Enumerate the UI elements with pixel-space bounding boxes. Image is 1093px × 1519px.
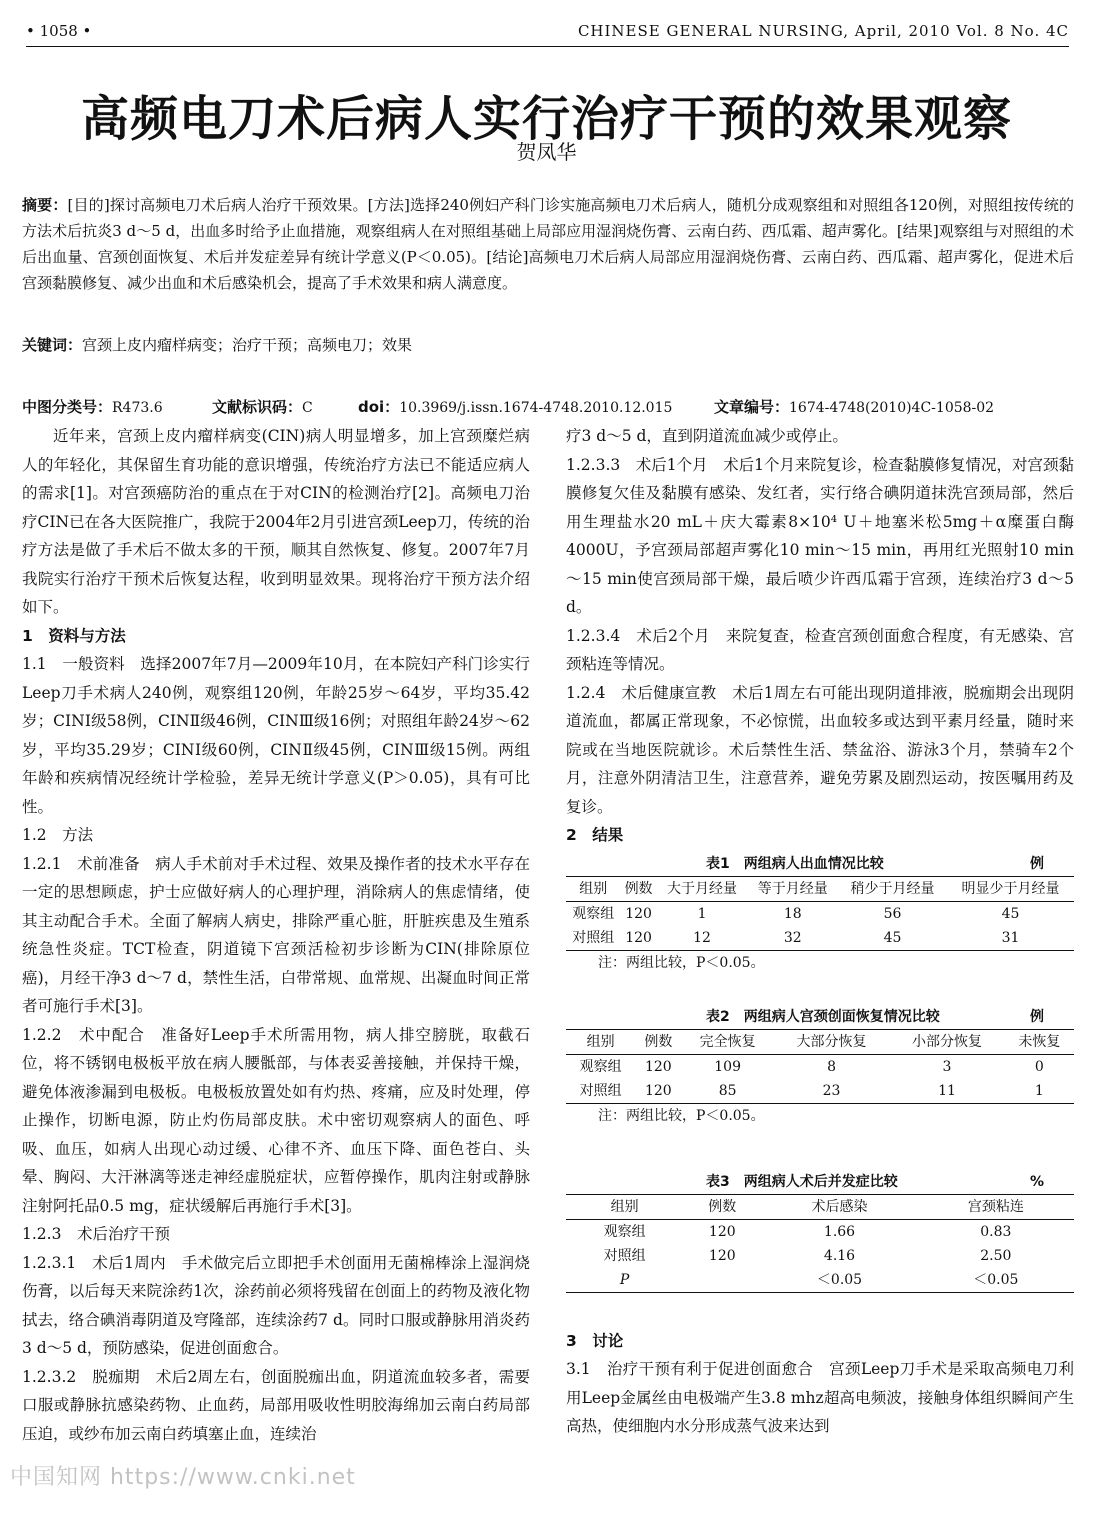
table-cell: 对照组 [566, 1079, 635, 1104]
section-3-heading: 3 讨论 [566, 1331, 624, 1350]
table-2-header: 未恢复 [1005, 1029, 1074, 1054]
table-cell: 120 [625, 905, 652, 922]
abstract [22, 192, 1074, 296]
paragraph-1-2-3-3: 1.2.3.3 术后1个月 术后1个月来院复诊，检查黏膜修复情况，对宫颈黏膜修复欠佳及黏膜有感染、发红者，实行络合碘阴道抹洗宫颈局部，然后用生理盐水20 mL＋庆大霉素8×10⁴ U＋地塞米松5mg＋α糜蛋白酶4000U，予宫颈局部超声雾化10 min～15 min，再用红光照射10 min～15 min使宫颈局部干燥，最后喷少许西瓜霜于宫颈，连续治疗3 d～5 d。 [566, 455, 1074, 616]
heading-1-2: 1.2 方法 [22, 826, 94, 844]
left-column [22, 422, 530, 1448]
table-cell: 对照组 [566, 926, 620, 951]
article-label: 文章编号： [714, 398, 790, 416]
table-cell: 120 [644, 1058, 672, 1075]
paragraph-1-2-1: 1.2.1 术前准备 病人手术前对手术过程、效果及操作者的技术水平存在一定的思想顾虑，护士应做好病人的心理护理，消除病人的焦虑情绪，使其主动配合手术。全面了解病人病史，排除严重心脏，肝脏疾患及生殖系统急性炎症。TCT检查，阴道镜下宫颈活检初步诊断为CIN(排除原位癌)，月经干净3 d～7 d，禁性生活，白带常规、血常规、出凝血时间正常者可施行手术[3]。 [22, 854, 530, 1015]
doi-label: doi： [358, 398, 400, 416]
paragraph-1-2-3-1: 1.2.3.1 术后1周内 手术做完后立即把手术创面用无菌棉棒涂上湿润烧伤膏，以后每天来院涂药1次，涂药前必须将残留在创面上的药物及液化物拭去，络合碘消毒阴道及穹隆部，连续涂药7 d。同时口服或静脉用消炎药3 d～5 d，预防感染，促进创面愈合。 [22, 1253, 530, 1357]
table-3-caption [566, 1170, 1074, 1194]
table-2-note: 注：两组比较，P＜0.05。 [598, 1107, 765, 1124]
table-cell: 120 [635, 1079, 681, 1104]
journal-info: CHINESE GENERAL NURSING, April, 2010 Vol. 8 No. 4C [577, 22, 1069, 40]
table-3-header: 例数 [683, 1194, 761, 1219]
abstract-label: 摘要： [22, 196, 68, 214]
table-cell [683, 1268, 761, 1293]
table-1-title: 表1 两组病人出血情况比较 [706, 855, 884, 872]
intro-paragraph: 近年来，宫颈上皮内瘤样病变(CIN)病人明显增多，加上宫颈糜烂病人的年轻化，其保留生育功能的意识增强，传统治疗方法已不能适应病人的需求[1]。对宫颈癌防治的重点在于对CIN的检测治疗[2]。高频电刀治疗CIN已在各大医院推广，我院于2004年2月引进宫颈Leep刀，传统的治疗方法是做了手术后不做太多的干预，顺其自然恢复、修复。2007年7月我院实行治疗干预术后恢复达程，收到明显效果。现将治疗干预方法介绍如下。 [22, 427, 530, 616]
clc-label: 中图分类号： [22, 398, 113, 416]
paragraph-1-2-2: 1.2.2 术中配合 准备好Leep手术所需用物，病人排空膀胱，取截石位，将不锈钢电极板平放在病人腰骶部，与体表妥善接触，并保持干燥，避免体液渗漏到电极板。电极板放置处如有灼热、疼痛，应及时处理，停止操作，切断电源，防止灼伤局部皮肤。术中密切观察病人的面色、呼吸、血压，如病人出现心动过缓、心律不齐、血压下降、面色苍白、头晕、胸闷、大汗淋漓等迷走神经虚脱症状，应暂停操作，肌肉注射或静脉注射阿托品0.5 mg，症状缓解后再施行手术[3]。 [22, 1025, 530, 1215]
table-1-header: 例数 [620, 876, 656, 901]
keywords-text: 宫颈上皮内瘤样病变；治疗干预；高频电刀；效果 [82, 336, 413, 354]
doi [358, 396, 672, 417]
table-cell: 观察组 [603, 1223, 646, 1240]
table-3-header: 组别 [566, 1194, 683, 1219]
abstract-text: [目的]探讨高频电刀术后病人治疗干预效果。[方法]选择240例妇产科门诊实施高频电刀术后病人，随机分成观察组和对照组各120例，对照组按传统的方法术后抗炎3 d～5 d，出血多时给予止血措施，观察组病人在对照组基础上局部应用湿润烧伤膏、云南白药、西瓜霜、超声雾化。[结果]观察组与对照组的术后出血量、宫颈创面恢复、术后并发症差异有统计学意义(P＜0.05)。[结论]高频电刀术后病人局部应用湿润烧伤膏、云南白药、西瓜霜、超声雾化，促进术后宫颈黏膜修复、减少出血和术后感染机会，提高了手术效果和病人满意度。 [22, 196, 1074, 292]
table-1-header: 大于月经量 [657, 876, 748, 901]
table-cell: 56 [883, 905, 902, 922]
table-1-unit: 例 [1030, 855, 1044, 872]
table-row [566, 1244, 1074, 1268]
section-2-heading: 2 结果 [566, 826, 624, 844]
table-cell: 11 [889, 1079, 1004, 1104]
table-2-unit: 例 [1030, 1008, 1044, 1025]
table-cell: ＜0.05 [761, 1268, 917, 1293]
table-1-note: 注：两组比较，P＜0.05。 [598, 954, 765, 971]
table-1 [566, 852, 1074, 975]
table-cell: 观察组 [572, 905, 615, 922]
doc-label: 文献标识码： [212, 398, 303, 416]
table-1-header: 明显少于月经量 [947, 876, 1074, 901]
table-row [566, 901, 1074, 926]
paragraph-3-1: 3.1 治疗干预有利于促进创面愈合 宫颈Leep刀手术是采取高频电刀利用Leep金属丝由电极端产生3.8 mhz超高电频波，接触身体组织瞬间产生高热，使细胞内水分形成蒸气波来达到 [566, 1360, 1074, 1435]
table-cell: P [566, 1268, 683, 1293]
table-cell: 8 [827, 1058, 836, 1075]
table-cell: 4.16 [823, 1247, 856, 1264]
table-cell: 45 [1001, 905, 1020, 922]
table-row [566, 926, 1074, 951]
table-cell: ＜0.05 [918, 1268, 1074, 1293]
table-cell: 23 [774, 1079, 889, 1104]
page-number: • 1058 • [26, 22, 92, 40]
table-cell: 0.83 [980, 1223, 1012, 1240]
paragraph-1-2-4: 1.2.4 术后健康宣教 术后1周左右可能出现阴道排液，脱痂期会出现阴道流血，都属正常现象，不必惊慌，出血较多或达到平素月经量，随时来院或在当地医院就诊。术后禁性生活、禁盆浴、游泳3个月，禁骑车2个月，注意外阴清洁卫生，注意营养，避免劳累及剧烈运动，按医嘱用药及复诊。 [566, 683, 1074, 816]
doc-value: C [302, 400, 313, 416]
table-cell: 2.50 [980, 1247, 1012, 1264]
clc-code [22, 396, 163, 417]
cnki-watermark: 中国知网 https://www.cnki.net [10, 1465, 356, 1490]
keywords [22, 334, 1074, 355]
table-cell: 12 [657, 926, 748, 951]
table-cell: 85 [681, 1079, 773, 1104]
table-cell: 32 [747, 926, 838, 951]
paragraph-1-2-3-4: 1.2.3.4 术后2个月 来院复查，检查宫颈创面愈合程度，有无感染、宫颈粘连等情况。 [566, 626, 1074, 673]
table-3-title: 表3 两组病人术后并发症比较 [706, 1173, 898, 1190]
running-header [26, 18, 1069, 46]
table-cell: 109 [714, 1058, 741, 1075]
table-2-header: 完全恢复 [681, 1029, 773, 1054]
table-cell: 120 [620, 926, 656, 951]
table-2-header: 例数 [635, 1029, 681, 1054]
table-row [566, 1054, 1074, 1079]
table-cell: 观察组 [579, 1058, 622, 1075]
table-2-header: 大部分恢复 [774, 1029, 889, 1054]
table-cell: 31 [947, 926, 1074, 951]
table-cell: 1 [1005, 1079, 1074, 1104]
table-1-header: 稍少于月经量 [838, 876, 947, 901]
article-value: 1674-4748(2010)4C-1058-02 [789, 400, 995, 416]
table-row [566, 1079, 1074, 1104]
table-cell: 3 [942, 1058, 952, 1075]
table-cell: 1.66 [823, 1223, 856, 1240]
paper-title: 高频电刀术后病人实行治疗干预的效果观察 [80, 91, 1012, 147]
doc-code [212, 396, 313, 417]
table-2-title: 表2 两组病人宫颈创面恢复情况比较 [706, 1008, 940, 1025]
table-cell: 18 [783, 905, 802, 922]
doi-value: 10.3969/j.issn.1674-4748.2010.12.015 [399, 400, 673, 416]
table-2-header: 组别 [566, 1029, 635, 1054]
table-3 [566, 1170, 1074, 1293]
keywords-label: 关键词： [22, 336, 83, 354]
article-number [714, 396, 994, 417]
continued-text: 疗3 d～5 d，直到阴道流血减少或停止。 [566, 427, 848, 445]
table-cell: 120 [708, 1223, 736, 1240]
table-3-unit: % [1029, 1173, 1044, 1190]
paragraph-1-1: 1.1 一般资料 选择2007年7月—2009年10月，在本院妇产科门诊实行Leep刀手术病人240例，观察组120例，年龄25岁～64岁，平均35.42岁；CINⅠ级58例，CINⅡ级46例，CINⅢ级16例；对照组年龄24岁～62岁，平均35.29岁；CINⅠ级60例，CINⅡ级45例，CINⅢ级15例。两组年龄和疾病情况经统计学检验，差异无统计学意义(P＞0.05)，具有可比性。 [22, 655, 530, 816]
table-cell: 1 [697, 905, 707, 922]
table-3-header: 术后感染 [761, 1194, 917, 1219]
heading-1-2-3: 1.2.3 术后治疗干预 [22, 1225, 170, 1243]
right-column [566, 422, 1074, 1441]
table-1-header: 等于月经量 [747, 876, 838, 901]
table-row [566, 1268, 1074, 1293]
table-1-caption [566, 852, 1074, 876]
section-1-heading: 1 资料与方法 [22, 626, 126, 645]
table-cell: 120 [708, 1247, 736, 1264]
paper-author: 贺凤华 [516, 140, 577, 164]
table-cell: 对照组 [603, 1247, 646, 1264]
clc-value: R473.6 [112, 400, 163, 416]
paragraph-1-2-3-2: 1.2.3.2 脱痂期 术后2周左右，创面脱痂出血，阴道流血较多者，需要口服或静脉抗感染药物、止血药，局部用吸收性明胶海绵加云南白药局部压迫，或纱布加云南白药填塞止血，连续治 [22, 1367, 530, 1443]
header-rule [26, 46, 1069, 47]
table-3-header: 宫颈粘连 [918, 1194, 1074, 1219]
table-1-header: 组别 [566, 876, 620, 901]
table-cell: 0 [1034, 1058, 1044, 1075]
table-cell: 45 [838, 926, 947, 951]
table-2-caption [566, 1005, 1074, 1029]
table-row [566, 1219, 1074, 1244]
table-2-header: 小部分恢复 [889, 1029, 1004, 1054]
table-2 [566, 1005, 1074, 1128]
